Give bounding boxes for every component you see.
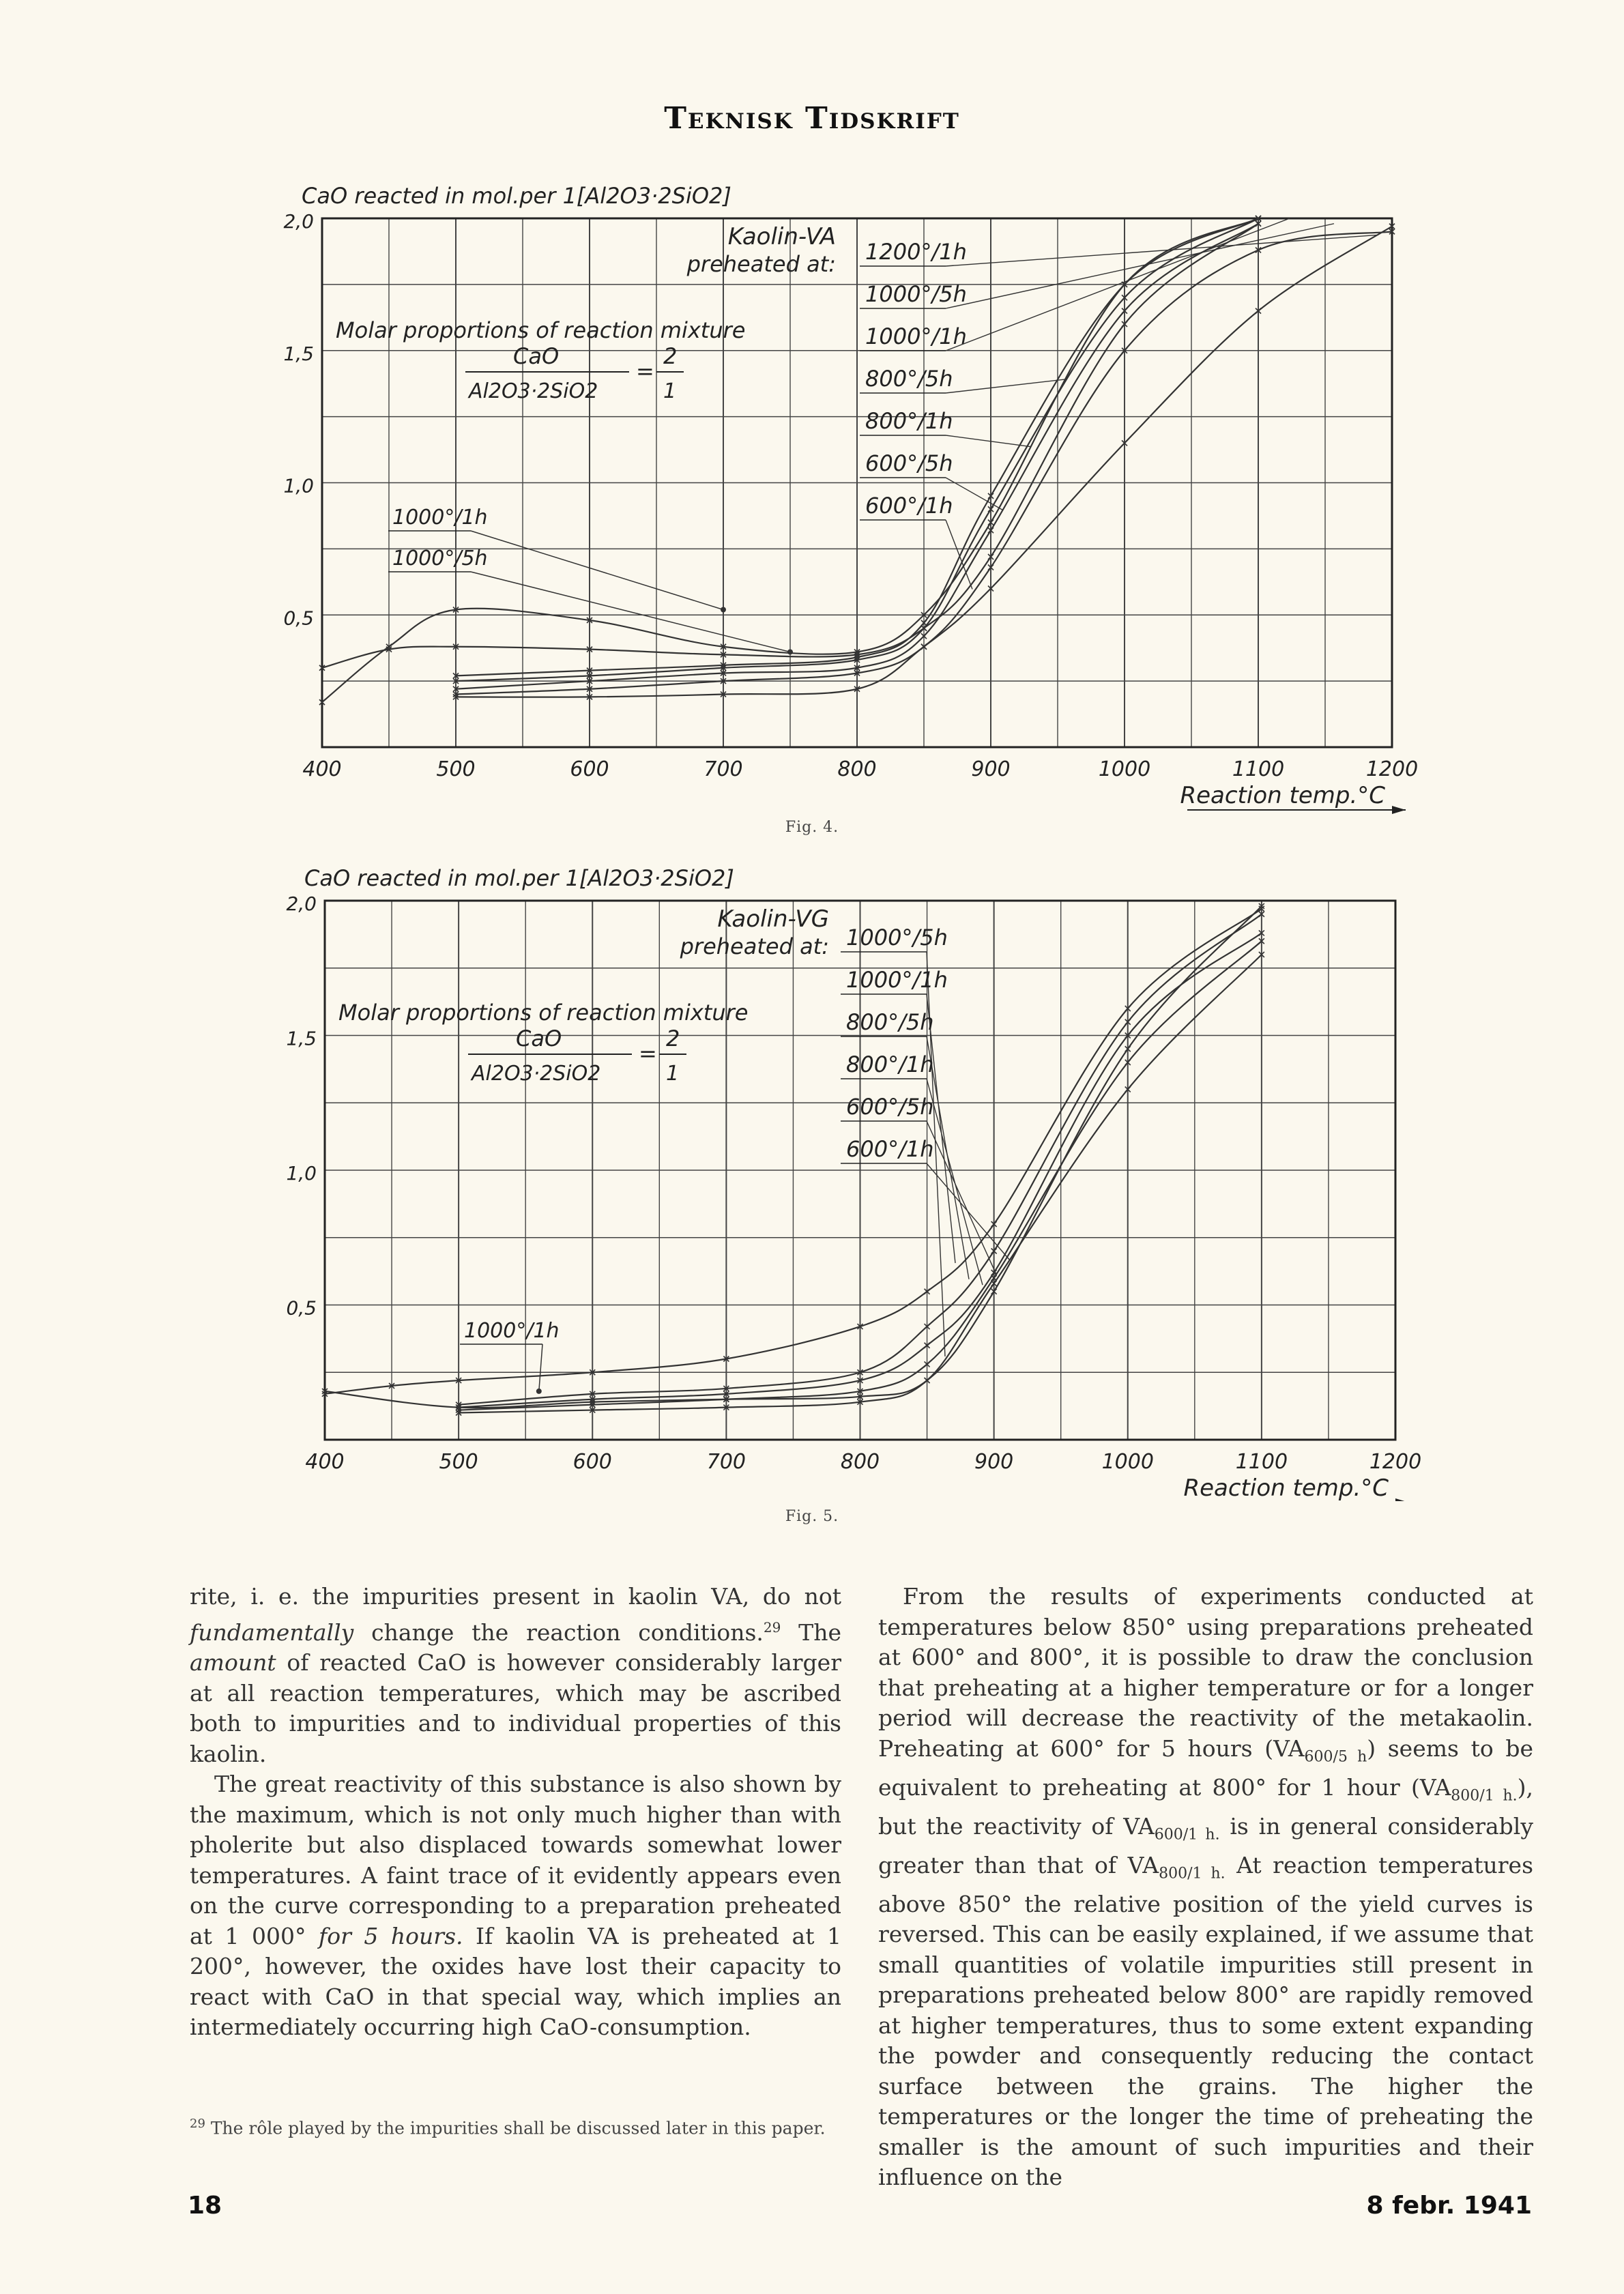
curve-label: 800°/5h	[865, 366, 953, 392]
text-run: 800/1 h.	[1159, 1865, 1226, 1883]
text-run: 600/5 h	[1304, 1748, 1367, 1766]
molar-proportions-title: Molar proportions of reaction mixture	[336, 317, 746, 343]
curve-leader-line	[927, 1121, 996, 1275]
text-run: ), but the reactivity of VA	[878, 1773, 1533, 1840]
text-run: is in general considerably greater than that of VA	[878, 1812, 1534, 1878]
curve-label: 600°/5h	[865, 450, 953, 476]
curve-leader-line	[946, 435, 1030, 447]
x-tick-label: 1000	[1101, 1450, 1154, 1474]
text-run: From the results of experiments conducted at temperatures below 850° using preparations preheated at 600° and 800°, it is possible to draw the conclusion that preheating at a higher temperature or for a longer period will decrease the reactivity of the metakaolin. Preheating at 600° for 5 hours (VA	[878, 1583, 1533, 1762]
curve-label-left-arrowhead	[536, 1389, 542, 1394]
x-axis-arrowhead	[1395, 1498, 1409, 1501]
x-tick-label: 900	[971, 757, 1011, 781]
curve-label-left-leader	[471, 572, 790, 652]
figure-4-chart	[0, 164, 1624, 819]
x-axis-arrowhead	[1392, 806, 1406, 814]
text-run: amount	[190, 1649, 276, 1676]
footnote	[190, 2112, 841, 2140]
paragraph	[878, 1582, 1533, 2193]
x-tick-label: 1200	[1369, 1450, 1422, 1474]
x-axis-label: Reaction temp.°C	[1180, 782, 1385, 809]
issue-date: 8 febr. 1941	[1366, 2192, 1532, 2220]
ratio-denominator: Al2O3·2SiO2	[469, 379, 598, 403]
curve-label: 600°/5h	[846, 1094, 934, 1120]
x-tick-label: 700	[706, 1450, 746, 1474]
body-column-right	[878, 1582, 1533, 2193]
curve-label-left-leader	[471, 531, 723, 610]
curve-leader-line	[946, 379, 1064, 393]
kaolin-label: Kaolin-VG	[717, 905, 829, 933]
curve-label: 800°/5h	[846, 1009, 934, 1035]
ratio-denominator: Al2O3·2SiO2	[472, 1062, 601, 1086]
ratio-value-denominator: 1	[663, 379, 677, 403]
text-run: 800/1 h.	[1451, 1787, 1518, 1805]
preheated-at-label: preheated at:	[680, 933, 829, 959]
figure-5-caption: Fig. 5.	[785, 1508, 839, 1525]
x-tick-label: 1200	[1365, 757, 1419, 781]
paragraph	[190, 1582, 841, 1769]
x-axis-label: Reaction temp.°C	[1183, 1475, 1389, 1501]
footnote-text: The rôle played by the impurities shall be discussed later in this paper.	[205, 2118, 826, 2138]
text-run: rite, i. e. the impurities present in kaolin VA, do not	[190, 1583, 841, 1610]
x-tick-label: 900	[974, 1450, 1014, 1474]
text-run: At reaction temperatures above 850° the relative position of the yield curves is reversed. This can be easily explained, if we assume that small quantities of volatile impurities still present in preparations preheated below 800° are rapidly removed at higher temperatures, thus to some extent expanding the powder and consequently reducing the contact surface between the grains. The higher the temperatures or the longer the time of preheating the smaller is the amount of such impurities and their influence on the	[878, 1851, 1534, 2191]
curve-label: 600°/1h	[846, 1136, 934, 1162]
figure-4-caption: Fig. 4.	[785, 819, 839, 836]
curve-label-left: 1000°/5h	[392, 547, 488, 570]
x-tick-label: 1100	[1235, 1450, 1288, 1474]
x-tick-label: 800	[840, 1450, 880, 1474]
x-tick-label: 700	[704, 757, 743, 781]
curve-label-left-leader	[539, 1344, 542, 1391]
ratio-value-numerator: 2	[663, 343, 678, 369]
paragraph	[190, 1769, 841, 2043]
ratio-numerator: CaO	[516, 1026, 562, 1051]
ratio-value-denominator: 1	[666, 1062, 680, 1086]
ratio-value-numerator: 2	[666, 1026, 680, 1051]
y-tick-label: 2,0	[286, 892, 317, 915]
curve-label: 1000°/5h	[846, 925, 948, 950]
x-tick-label: 800	[837, 757, 877, 781]
ratio-numerator: CaO	[513, 343, 560, 369]
x-tick-label: 1000	[1098, 757, 1151, 781]
text-run: for 5 hours.	[319, 1922, 463, 1949]
y-tick-label: 1,5	[283, 342, 314, 365]
curve-label: 1000°/1h	[865, 323, 967, 349]
preheated-at-label: preheated at:	[686, 251, 836, 277]
text-run: 29	[763, 1618, 781, 1636]
text-run: ) seems to be equivalent to preheating at 800° for 1 hour (VA	[878, 1734, 1533, 1801]
ratio-equals: =	[639, 1041, 657, 1066]
curve-label: 600°/1h	[865, 493, 953, 519]
curve-label: 1000°/1h	[846, 967, 948, 993]
x-tick-label: 400	[305, 1450, 345, 1474]
y-tick-label: 1,0	[283, 474, 314, 497]
text-run: of reacted CaO is however considerably larger at all reaction temperatures, which may be ascribed both to impurities and to individual properties of this kaolin.	[190, 1649, 841, 1767]
curve-leader-line	[927, 1163, 1010, 1260]
text-run: fundamentally	[190, 1618, 354, 1646]
y-axis-title: CaO reacted in mol.per 1[Al2O3·2SiO2]	[304, 865, 734, 891]
text-run: change the reaction conditions.	[353, 1618, 764, 1646]
molar-proportions-title: Molar proportions of reaction mixture	[338, 1000, 749, 1026]
x-tick-label: 500	[436, 757, 476, 781]
footnote-number: 29	[190, 2117, 205, 2131]
curve-label: 800°/1h	[865, 408, 953, 434]
x-tick-label: 400	[302, 757, 342, 781]
text-run: The great reactivity of this substance is also shown by the maximum, which is not only much higher than with pholerite but also displaced towards somewhat lower temperatures. A faint trace of it evidently appears even on the curve corresponding to a preparation preheated at 1 000°	[190, 1771, 841, 1949]
y-tick-label: 0,5	[286, 1296, 317, 1320]
ratio-equals: =	[636, 358, 654, 384]
masthead: Teknisk Tidskrift	[664, 101, 960, 136]
figure-5-chart	[0, 853, 1624, 1501]
text-run: If kaolin VA is preheated at 1 200°, however, the oxides have lost their capacity to react with CaO in that special way, which implies an intermediately occurring high CaO-consumption.	[190, 1922, 841, 2040]
y-tick-label: 2,0	[283, 210, 314, 233]
y-tick-label: 0,5	[283, 607, 314, 630]
text-run: The	[781, 1618, 841, 1646]
x-tick-label: 500	[439, 1450, 478, 1474]
page-number: 18	[188, 2192, 222, 2220]
x-tick-label: 1100	[1232, 757, 1285, 781]
y-tick-label: 1,5	[286, 1027, 317, 1050]
curve-label: 1200°/1h	[865, 239, 967, 265]
curve-label: 800°/1h	[846, 1051, 934, 1077]
x-tick-label: 600	[570, 757, 609, 781]
curve-label-left: 1000°/1h	[392, 506, 488, 529]
kaolin-label: Kaolin-VA	[727, 223, 836, 250]
curve-label: 1000°/5h	[865, 281, 967, 307]
curve-label-left: 1000°/1h	[464, 1319, 560, 1343]
curve-label-left-arrowhead	[721, 607, 726, 613]
x-tick-label: 600	[572, 1450, 612, 1474]
y-tick-label: 1,0	[286, 1162, 317, 1185]
curve-label-left-arrowhead	[787, 650, 793, 655]
y-axis-title: CaO reacted in mol.per 1[Al2O3·2SiO2]	[302, 183, 731, 209]
text-run: 600/1 h.	[1154, 1826, 1220, 1844]
body-column-left	[190, 1582, 841, 2043]
